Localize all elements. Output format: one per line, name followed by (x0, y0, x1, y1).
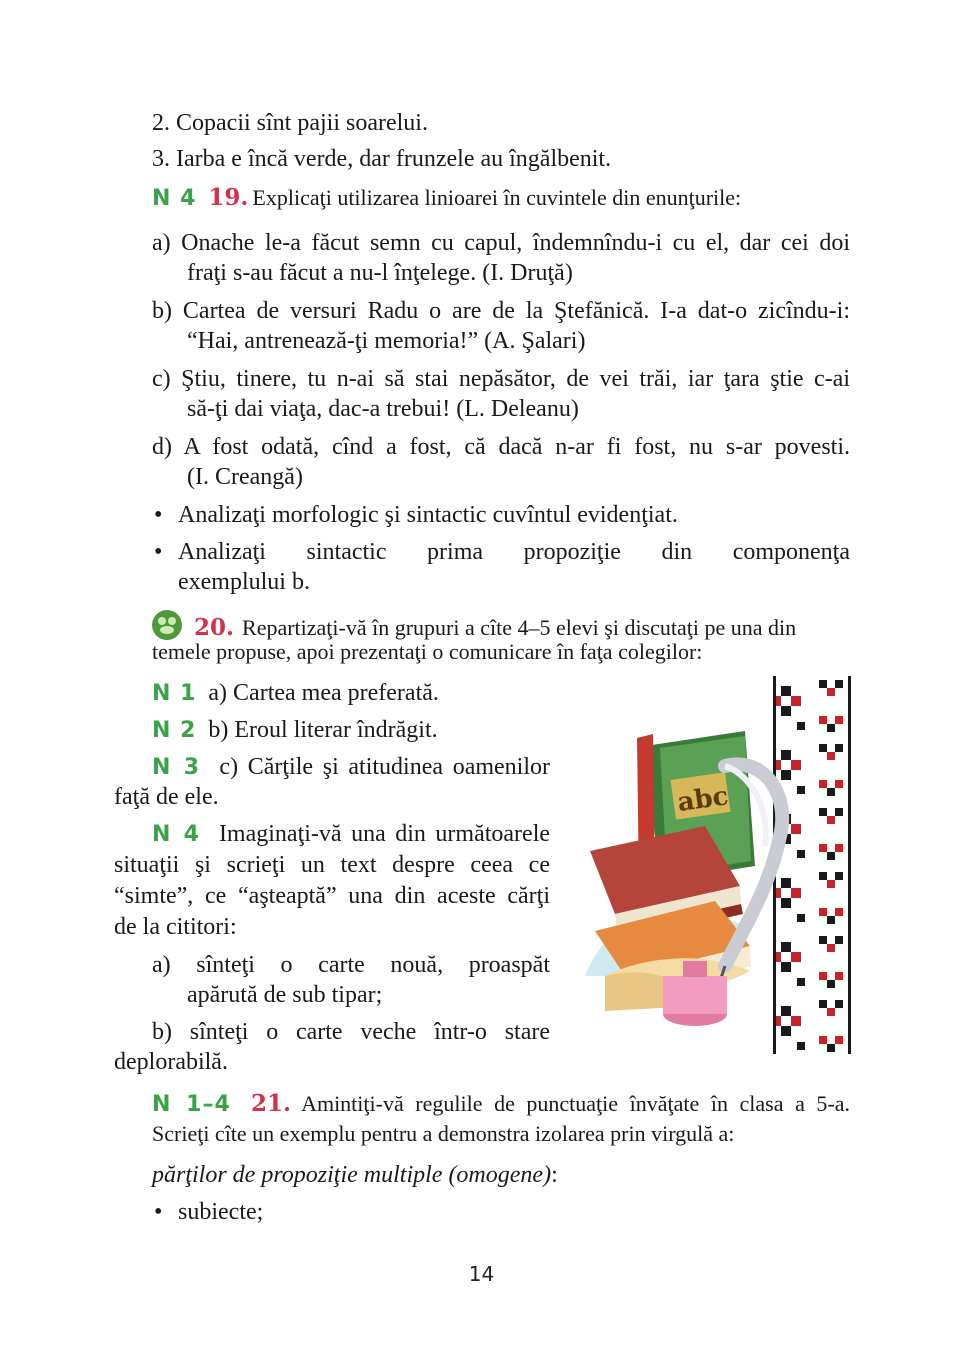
item-a-line1: a) Onache le-a făcut semn cu capul, îndemnîndu-i cu el, dar cei doi (152, 230, 850, 256)
exercise-number: 19. (208, 184, 249, 211)
item-b-line1: b) Cartea de versuri Radu o are de la Ştefănică. I-a dat-o zicîndu-i: (152, 298, 850, 324)
bullet-icon: • (154, 539, 163, 565)
level-badge: N 1–4 (152, 1092, 231, 1117)
item-a-line2: fraţi s-au făcut a nu-l înţelege. (I. Druţă) (187, 260, 573, 286)
subtitle-colon: : (551, 1162, 558, 1188)
topic-n1 (152, 678, 439, 709)
group-work-icon (152, 610, 182, 640)
books-illustration (575, 676, 855, 1054)
bullet-item (154, 500, 678, 530)
option-a-line1: a) sînteţi o carte nouă, proaspăt (152, 952, 550, 978)
exercise-20-header (152, 610, 796, 641)
topic-n3 (152, 752, 550, 783)
bullet-text: Analizaţi sintactic prima propoziţie din componenţa (178, 539, 850, 565)
topic-text: a) Cartea mea preferată. (208, 680, 439, 706)
topic-text: b) Eroul literar îndrăgit. (208, 717, 438, 743)
section-subtitle (152, 1160, 558, 1190)
exercise-21-header (152, 1090, 850, 1117)
bullet-text: subiecte; (178, 1199, 264, 1225)
exercise-number: 21. (250, 1090, 291, 1117)
exercise-instruction: Explicaţi utilizarea linioarei în cuvintele din enunţurile: (252, 185, 742, 210)
item-d-line2: (I. Creangă) (187, 464, 303, 490)
subtitle-text: părţilor de propoziţie multiple (omogene) (152, 1162, 552, 1188)
list-item-2: 2. Copacii sînt pajii soarelui. (152, 110, 428, 136)
level-badge: N 4 (152, 186, 197, 211)
book-cover-letters: abc (675, 781, 731, 819)
option-b-line1: b) sînteţi o carte veche într-o stare (152, 1019, 550, 1045)
task-text-line: “simte”, ce “aşteaptă” una din aceste cărţi (114, 883, 550, 909)
level-badge: N 4 (152, 822, 200, 847)
item-b-line2: “Hai, antrenează-ţi memoria!” (A. Şalari) (187, 328, 586, 354)
bullet-item (154, 537, 850, 597)
exercise-instruction: Repartizaţi-vă în grupuri a cîte 4–5 elevi şi discutaţi pe una din (242, 615, 797, 640)
task-n4 (152, 819, 550, 850)
option-a-line2: apărută de sub tipar; (187, 982, 383, 1008)
task-text-line: situaţii şi scrieţi un text despre ceea ce (114, 852, 550, 878)
bullet-icon: • (154, 1199, 163, 1225)
task-text: Imaginaţi-vă una din următoarele (218, 821, 551, 847)
level-badge: N 2 (152, 718, 197, 743)
page-number: 14 (468, 1262, 495, 1286)
exercise-instruction-cont: Scrieţi cîte un exemplu pentru a demonstra izolarea prin virgulă a: (152, 1121, 735, 1146)
level-badge: N 3 (152, 755, 201, 780)
bullet-item (154, 1197, 263, 1227)
exercise-number: 20. (194, 614, 235, 641)
topic-text: c) Cărţile şi atitudinea oamenilor (219, 754, 551, 780)
bullet-text: Analizaţi morfologic şi sintactic cuvîntul evidenţiat. (178, 502, 678, 528)
list-item-3: 3. Iarba e încă verde, dar frunzele au îngălbenit. (152, 146, 612, 172)
topic-text-cont: faţă de ele. (114, 784, 219, 810)
exercise-instruction-cont: temele propuse, apoi prezentaţi o comunicare în faţa colegilor: (152, 639, 703, 664)
level-badge: N 1 (152, 681, 197, 706)
bullet-icon: • (154, 502, 163, 528)
bullet-text-cont: exemplului b. (178, 569, 310, 595)
task-text-line: de la cititori: (114, 914, 237, 940)
exercise-instruction: Amintiţi-vă regulile de punctuaţie învăţate în clasa a 5-a. (301, 1091, 851, 1116)
item-c-line2: să-ţi dai viaţa, dac-a trebui! (L. Deleanu) (187, 396, 579, 422)
option-b-line2: deplorabilă. (114, 1049, 228, 1075)
topic-n2 (152, 715, 438, 746)
exercise-19-header (152, 184, 741, 211)
item-d-line1: d) A fost odată, cînd a fost, că dacă n-ar fi fost, nu s-ar povesti. (152, 434, 850, 460)
item-c-line1: c) Ştiu, tinere, tu n-ai să stai nepăsător, de vei trăi, iar ţara ştie c-ai (152, 366, 850, 392)
